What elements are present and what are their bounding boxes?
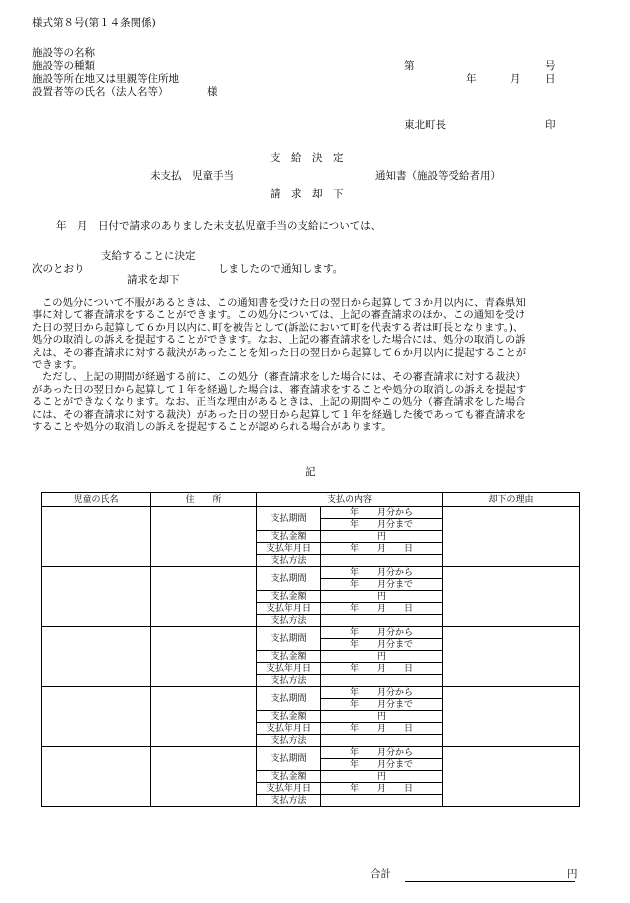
notice-line: 処分の取消しの訴えを提起することができます。なお、上記の審査請求をした場合には、処分の取消しの訴: [32, 334, 526, 347]
rejection-reason-cell[interactable]: [443, 687, 580, 747]
table-row: [42, 567, 580, 579]
header-rejection-reason: 却下の理由: [443, 493, 580, 507]
child-name-cell[interactable]: [42, 567, 151, 627]
method-label: 支払方法: [257, 555, 321, 567]
period-from: 年 月分から: [321, 507, 443, 519]
period-to: 年 月分まで: [321, 519, 443, 531]
form-number: 様式第８号(第１４条関係): [32, 17, 156, 29]
notice-line: できます。: [32, 359, 83, 372]
address-cell[interactable]: [151, 747, 257, 807]
header-payment-content: 支払の内容: [257, 493, 443, 507]
table-row: [42, 507, 580, 519]
notice-line: この処分について不服があるときは、この通知書を受けた日の翌日から起算して３か月以内に、青森県知: [42, 297, 526, 309]
method-value[interactable]: [321, 675, 443, 687]
amount-label: 支払金額: [257, 591, 321, 603]
amount-label: 支払金額: [257, 531, 321, 543]
date-label: 支払年月日: [257, 543, 321, 555]
amount-value: 円: [321, 591, 443, 603]
period-to: 年 月分まで: [321, 759, 443, 771]
notice-line: することや処分の取消しの訴えを提起することが認められる場合があります。: [32, 421, 392, 434]
period-label: 支払期間: [257, 627, 321, 651]
period-label: 支払期間: [257, 747, 321, 771]
address-cell[interactable]: [151, 507, 257, 567]
rejection-reason-cell[interactable]: [443, 507, 580, 567]
period-from: 年 月分から: [321, 687, 443, 699]
date-label: 支払年月日: [257, 603, 321, 615]
method-value[interactable]: [321, 795, 443, 807]
notice-line: えは、その審査請求に対する裁決があったことを知った日の翌日から起算して６か月以内に提起することが: [32, 346, 527, 359]
rejection-reason-cell[interactable]: [443, 567, 580, 627]
period-from: 年 月分から: [321, 567, 443, 579]
method-value[interactable]: [321, 555, 443, 567]
amount-value: 円: [321, 651, 443, 663]
notice-line: た日の翌日から起算して６か月以内に､町を被告として(訴訟において町を代表する者は町長となります。)、: [32, 321, 524, 334]
child-name-cell[interactable]: [42, 627, 151, 687]
document-number-dai: 第: [404, 60, 415, 72]
child-name-cell[interactable]: [42, 747, 151, 807]
amount-value: 円: [321, 711, 443, 723]
period-label: 支払期間: [257, 507, 321, 531]
amount-label: 支払金額: [257, 711, 321, 723]
address-cell[interactable]: [151, 567, 257, 627]
child-name-cell[interactable]: [42, 687, 151, 747]
method-label: 支払方法: [257, 795, 321, 807]
facility-type-label: 施設等の種類: [32, 60, 95, 72]
method-value[interactable]: [321, 735, 443, 747]
document-number-go: 号: [545, 60, 556, 72]
table-row: [42, 747, 580, 759]
method-label: 支払方法: [257, 615, 321, 627]
date-year: 年: [466, 73, 477, 85]
notice-line: があった日の翌日から起算して１年を経過した場合は、審査請求をすることや処分の取消しの訴えを提起す: [32, 383, 527, 396]
issuer-name: 東北町長: [404, 119, 446, 131]
date-label: 支払年月日: [257, 663, 321, 675]
title-rejection: 請 求 却 下: [270, 188, 344, 200]
rejection-reason-cell[interactable]: [443, 747, 580, 807]
total-input-line[interactable]: [405, 880, 575, 882]
date-value: 年 月 日: [321, 663, 443, 675]
payment-table: [41, 492, 580, 807]
amount-value: 円: [321, 531, 443, 543]
notice-line: ただし、上記の期間が経過する前に、この処分（審査請求をした場合には、その審査請求に対する裁決）: [42, 371, 526, 384]
header-address: 住 所: [151, 493, 257, 507]
total-label: 合計: [370, 868, 391, 880]
date-value: 年 月 日: [321, 723, 443, 735]
period-from: 年 月分から: [321, 747, 443, 759]
period-to: 年 月分まで: [321, 699, 443, 711]
table-row: [42, 627, 580, 639]
title-prefix: 未支払 児童手当: [150, 170, 234, 182]
facility-name-label: 施設等の名称: [32, 47, 95, 59]
ki-marker: 記: [305, 466, 316, 478]
method-label: 支払方法: [257, 675, 321, 687]
decision-tail: しましたので通知します。: [218, 263, 344, 275]
table-row: [42, 687, 580, 699]
title-decision: 支 給 決 定: [270, 152, 344, 164]
period-to: 年 月分まで: [321, 579, 443, 591]
establisher-label: 設置者等の氏名（法人名等）: [32, 86, 169, 98]
intro-text: 年 月 日付で請求のありました未支払児童手当の支給については、: [56, 220, 382, 232]
method-value[interactable]: [321, 615, 443, 627]
date-value: 年 月 日: [321, 543, 443, 555]
date-label: 支払年月日: [257, 783, 321, 795]
table-header-row: [42, 493, 580, 507]
facility-address-label: 施設等所在地又は里親等住所地: [32, 73, 179, 85]
date-label: 支払年月日: [257, 723, 321, 735]
amount-value: 円: [321, 771, 443, 783]
decision-lead: 次のとおり: [32, 263, 85, 275]
date-day: 日: [545, 73, 556, 85]
period-label: 支払期間: [257, 567, 321, 591]
seal-mark: 印: [545, 119, 556, 131]
date-value: 年 月 日: [321, 603, 443, 615]
decision-option-reject: 請求を却下: [127, 274, 180, 286]
date-value: 年 月 日: [321, 783, 443, 795]
sama-label: 様: [207, 86, 218, 98]
title-suffix: 通知書（施設等受給者用）: [375, 170, 501, 182]
header-child-name: 児童の氏名: [42, 493, 151, 507]
address-cell[interactable]: [151, 687, 257, 747]
notice-line: には、その審査請求に対する裁決）があった日の翌日から起算して１年を経過した後であっても審査請求を: [32, 408, 527, 421]
period-to: 年 月分まで: [321, 639, 443, 651]
total-unit: 円: [567, 868, 578, 880]
address-cell[interactable]: [151, 627, 257, 687]
child-name-cell[interactable]: [42, 507, 151, 567]
decision-option-grant: 支給することに決定: [101, 250, 196, 262]
notice-line: ることができなくなります。なお、正当な理由があるときは、上記の期間やこの処分（審査請求をした場合: [32, 396, 526, 409]
period-from: 年 月分から: [321, 627, 443, 639]
rejection-reason-cell[interactable]: [443, 627, 580, 687]
method-label: 支払方法: [257, 735, 321, 747]
amount-label: 支払金額: [257, 651, 321, 663]
notice-line: 事に対して審査請求をすることができます。この処分については、上記の審査請求のほか、この通知を受け: [32, 309, 526, 322]
appeal-notice: [32, 297, 580, 433]
date-month: 月: [510, 73, 521, 85]
period-label: 支払期間: [257, 687, 321, 711]
amount-label: 支払金額: [257, 771, 321, 783]
